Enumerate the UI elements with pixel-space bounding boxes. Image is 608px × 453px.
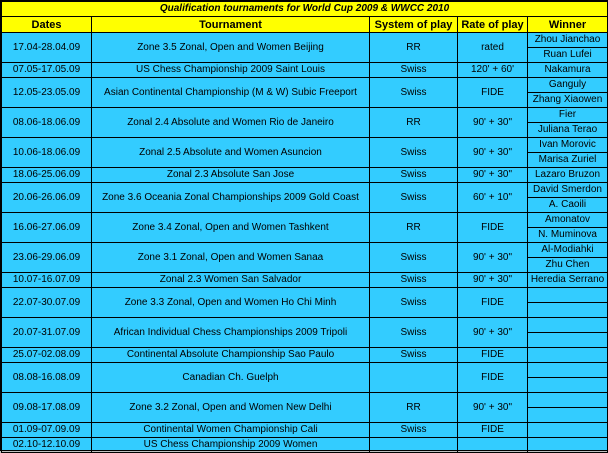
cell-rate[interactable]: FIDE: [458, 213, 528, 243]
cell-dates[interactable]: 25.07-02.08.09: [2, 348, 92, 363]
cell-tournament[interactable]: US Chess Championship 2009 Saint Louis: [92, 63, 370, 78]
header-rate: Rate of play: [458, 17, 528, 33]
cell-winner[interactable]: Zhang Xiaowen: [528, 93, 608, 108]
cell-rate[interactable]: FIDE: [458, 348, 528, 363]
cell-winner[interactable]: Juliana Terao: [528, 123, 608, 138]
cell-dates[interactable]: 23.06-29.06.09: [2, 243, 92, 273]
cell-tournament[interactable]: African Individual Chess Championships 2009 Tripoli: [92, 318, 370, 348]
cell-rate[interactable]: FIDE: [458, 78, 528, 108]
cell-system[interactable]: Swiss: [370, 78, 458, 108]
cell-system[interactable]: RR: [370, 393, 458, 423]
cell-tournament[interactable]: Zone 3.2 Zonal, Open and Women New Delhi: [92, 393, 370, 423]
cell-winner[interactable]: [528, 378, 608, 393]
header-tournament: Tournament: [92, 17, 370, 33]
cell-dates[interactable]: 02.10-12.10.09: [2, 438, 92, 453]
cell-system[interactable]: Swiss: [370, 318, 458, 348]
cell-dates[interactable]: 10.07-16.07.09: [2, 273, 92, 288]
table-row: [2, 423, 608, 438]
table-row: [2, 63, 608, 78]
cell-dates[interactable]: 18.06-25.06.09: [2, 168, 92, 183]
cell-rate[interactable]: 90' + 30": [458, 393, 528, 423]
table-row: [2, 243, 608, 258]
table-row: [2, 318, 608, 333]
cell-dates[interactable]: 20.07-31.07.09: [2, 318, 92, 348]
cell-winner[interactable]: N. Muminova: [528, 228, 608, 243]
cell-tournament[interactable]: Continental Absolute Championship Sao Paulo: [92, 348, 370, 363]
table-row: [2, 168, 608, 183]
table-row: [2, 393, 608, 408]
cell-winner[interactable]: [528, 333, 608, 348]
table-row: [2, 213, 608, 228]
cell-rate[interactable]: [458, 438, 528, 453]
cell-tournament[interactable]: Asian Continental Championship (M & W) Subic Freeport: [92, 78, 370, 108]
cell-dates[interactable]: 01.09-07.09.09: [2, 423, 92, 438]
cell-rate[interactable]: 120' + 60': [458, 63, 528, 78]
cell-winner[interactable]: [528, 288, 608, 303]
cell-winner[interactable]: David Smerdon: [528, 183, 608, 198]
cell-winner[interactable]: Ruan Lufei: [528, 48, 608, 63]
cell-winner[interactable]: Marisa Zuriel: [528, 153, 608, 168]
cell-dates[interactable]: 10.06-18.06.09: [2, 138, 92, 168]
cell-dates[interactable]: 09.08-17.08.09: [2, 393, 92, 423]
cell-rate[interactable]: rated: [458, 33, 528, 63]
cell-winner[interactable]: [528, 438, 608, 453]
cell-tournament[interactable]: Zonal 2.3 Women San Salvador: [92, 273, 370, 288]
qualification-table: [1, 1, 608, 453]
header-dates: Dates: [2, 17, 92, 33]
cell-dates[interactable]: 08.06-18.06.09: [2, 108, 92, 138]
cell-tournament[interactable]: Zone 3.5 Zonal, Open and Women Beijing: [92, 33, 370, 63]
cell-system[interactable]: RR: [370, 33, 458, 63]
cell-tournament[interactable]: Zone 3.4 Zonal, Open and Women Tashkent: [92, 213, 370, 243]
cell-dates[interactable]: 22.07-30.07.09: [2, 288, 92, 318]
cell-winner[interactable]: [528, 363, 608, 378]
cell-rate[interactable]: 90' + 30": [458, 318, 528, 348]
cell-winner[interactable]: Zhu Chen: [528, 258, 608, 273]
cell-winner[interactable]: Fier: [528, 108, 608, 123]
table-title: Qualification tournaments for World Cup 2009 & WWCC 2010: [2, 2, 608, 17]
cell-system[interactable]: [370, 438, 458, 453]
cell-rate[interactable]: 90' + 30": [458, 138, 528, 168]
cell-system[interactable]: Swiss: [370, 183, 458, 213]
cell-tournament[interactable]: Zonal 2.5 Absolute and Women Asuncion: [92, 138, 370, 168]
cell-tournament[interactable]: Zonal 2.3 Absolute San Jose: [92, 168, 370, 183]
cell-tournament[interactable]: Zone 3.1 Zonal, Open and Women Sanaa: [92, 243, 370, 273]
cell-dates[interactable]: 16.06-27.06.09: [2, 213, 92, 243]
header-row: [2, 17, 608, 33]
cell-winner[interactable]: [528, 348, 608, 363]
cell-system[interactable]: Swiss: [370, 423, 458, 438]
cell-winner[interactable]: Al-Modiahki: [528, 243, 608, 258]
cell-tournament[interactable]: Continental Women Championship Cali: [92, 423, 370, 438]
cell-dates[interactable]: 17.04-28.04.09: [2, 33, 92, 63]
header-winner: Winner: [528, 17, 608, 33]
cell-winner[interactable]: Zhou Jianchao: [528, 33, 608, 48]
cell-winner[interactable]: A. Caoili: [528, 198, 608, 213]
cell-system[interactable]: Swiss: [370, 243, 458, 273]
title-row: [2, 2, 608, 17]
table-row: [2, 438, 608, 453]
table-row: [2, 348, 608, 363]
cell-rate[interactable]: 90' + 30": [458, 168, 528, 183]
cell-rate[interactable]: 90' + 30": [458, 273, 528, 288]
cell-rate[interactable]: FIDE: [458, 288, 528, 318]
cell-winner[interactable]: Nakamura: [528, 63, 608, 78]
cell-tournament[interactable]: Zone 3.3 Zonal, Open and Women Ho Chi Minh: [92, 288, 370, 318]
header-system: System of play: [370, 17, 458, 33]
table-row: [2, 363, 608, 378]
cell-rate[interactable]: 90' + 30": [458, 108, 528, 138]
table-row: [2, 108, 608, 123]
cell-system[interactable]: RR: [370, 108, 458, 138]
cell-rate[interactable]: 90' + 30": [458, 243, 528, 273]
cell-winner[interactable]: Ganguly: [528, 78, 608, 93]
table-row: [2, 78, 608, 93]
cell-winner[interactable]: Amonatov: [528, 213, 608, 228]
table-row: [2, 273, 608, 288]
cell-tournament[interactable]: Canadian Ch. Guelph: [92, 363, 370, 393]
cell-system[interactable]: Swiss: [370, 168, 458, 183]
cell-tournament[interactable]: US Chess Championship 2009 Women: [92, 438, 370, 453]
cell-tournament[interactable]: Zone 3.6 Oceania Zonal Championships 2009 Gold Coast: [92, 183, 370, 213]
cell-dates[interactable]: 08.08-16.08.09: [2, 363, 92, 393]
cell-winner[interactable]: [528, 318, 608, 333]
cell-winner[interactable]: Ivan Morovic: [528, 138, 608, 153]
cell-dates[interactable]: 12.05-23.05.09: [2, 78, 92, 108]
cell-winner[interactable]: Lazaro Bruzon: [528, 168, 608, 183]
cell-system[interactable]: Swiss: [370, 348, 458, 363]
cell-system[interactable]: [370, 363, 458, 393]
table-row: [2, 183, 608, 198]
cell-dates[interactable]: 20.06-26.06.09: [2, 183, 92, 213]
cell-winner[interactable]: [528, 408, 608, 423]
cell-system[interactable]: Swiss: [370, 138, 458, 168]
cell-tournament[interactable]: Zonal 2.4 Absolute and Women Rio de Janeiro: [92, 108, 370, 138]
table-row: [2, 33, 608, 48]
cell-winner[interactable]: [528, 393, 608, 408]
cell-system[interactable]: Swiss: [370, 273, 458, 288]
cell-winner[interactable]: Heredia Serrano: [528, 273, 608, 288]
cell-rate[interactable]: FIDE: [458, 363, 528, 393]
cell-rate[interactable]: 60' + 10": [458, 183, 528, 213]
cell-system[interactable]: RR: [370, 213, 458, 243]
table-row: [2, 288, 608, 303]
cell-dates[interactable]: 07.05-17.05.09: [2, 63, 92, 78]
cell-winner[interactable]: [528, 423, 608, 438]
table-body: [2, 2, 608, 453]
cell-rate[interactable]: FIDE: [458, 423, 528, 438]
table-row: [2, 138, 608, 153]
cell-system[interactable]: Swiss: [370, 63, 458, 78]
cell-system[interactable]: Swiss: [370, 288, 458, 318]
cell-winner[interactable]: [528, 303, 608, 318]
